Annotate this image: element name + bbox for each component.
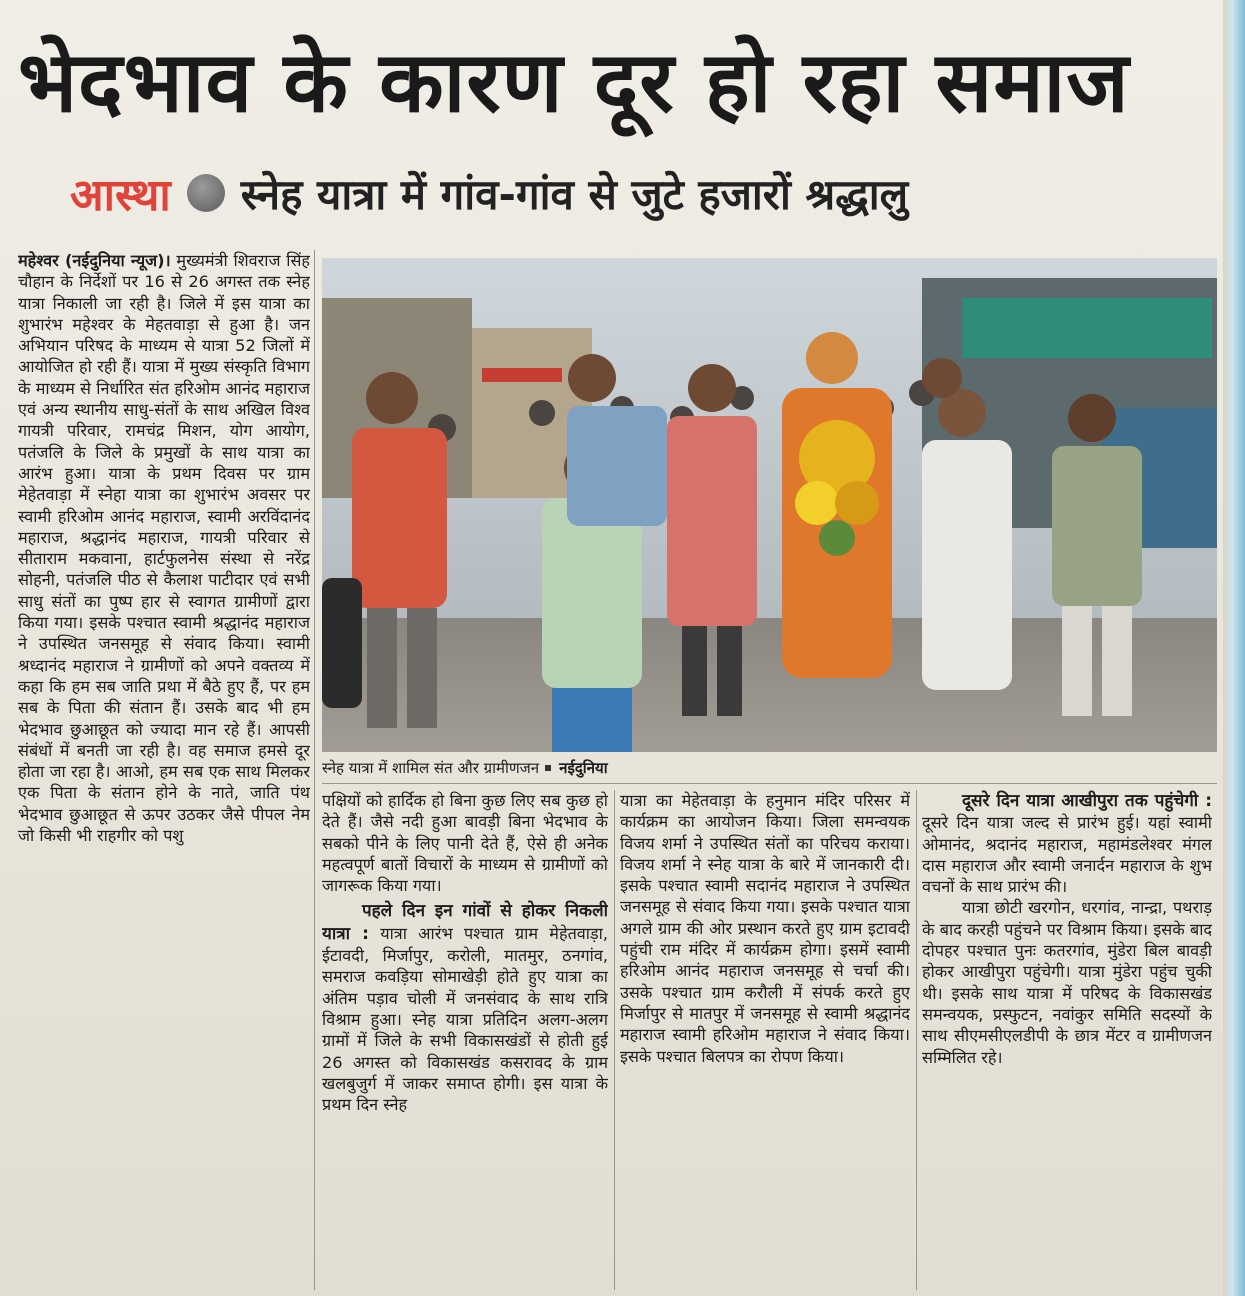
column-3-text: यात्रा का मेहेतवाड़ा के हनुमान मंदिर परिसर में कार्यक्रम का आयोजन किया। जिला समन्वयक विजय शर्मा ने उपस्थित संतों का परिचय कराया। विजय शर्मा ने स्नेह यात्रा के बारे में जानकारी दी। इसके पश्चात स्वामी सदानंद महाराज ने उपस्थित जनसमूह से संवाद किया गया। इसके पश्चात यात्रा अगले ग्राम की ओर प्रस्थान करते हुए ग्राम इटावदी पहुंची राम मंदिर में कार्यक्रम होगा। इसमें स्वामी हरिओम आनंद महाराज जनसमूह से चर्चा की। उसके पश्चात ग्राम करौली में संपर्क करते हुए मिर्जापुर से मातपुर में जनसमूह से स्वामी श्रद्धानंद महाराज स्वामी हरिओम महाराज ने संवाद किया। इसके पश्चात बिलपत्र का रोपण किया। (620, 791, 910, 1066)
caption-rule (322, 783, 1217, 784)
subheadline (70, 158, 1190, 228)
caption-separator-icon (545, 765, 551, 771)
column-divider (314, 250, 315, 1290)
crowd-procession-image (322, 258, 1217, 752)
column-1-text: मुख्यमंत्री शिवराज सिंह चौहान के निर्देशों पर 16 से 26 अगस्त तक स्नेह यात्रा निकाली जा रही है। जिले में इस यात्रा का शुभारंभ महेश्वर के मेहतवाड़ा से हुआ है। जन अभियान परिषद के माध्यम से यात्रा 52 जिलों में आयोजित हो रही हैं। यात्रा में मुख्य संस्कृति विभाग के माध्यम से निर्धारित संत हरिओम आनंद महाराज एवं अन्य स्थानीय साधु-संतों के साथ अखिल विश्व गायत्री परिवार, रामचंद्र मिशन, योग आयोग, पतंजलि के जिले के प्रमुखों के साथ यात्रा का आरंभ हुआ। यात्रा के प्रथम दिवस पर ग्राम मेहेतवाड़ा में स्नेहा यात्रा का शुभारंभ अवसर पर स्वामी हरिओम आनंद महाराज, स्वामी अरविंदानंद महाराज, श्रद्धानंद महाराज, गायत्री परिवार से सीताराम मकवाना, हार्टफुलनेस संस्था से नरेंद्र सोहनी, पतंजलि पीठ से कैलाश पाटीदार एवं सभी साधु संतों का पुष्प हार से स्वागत ग्रामीणों द्वारा किया गया। इसके पश्चात स्वामी श्रद्धानंद महाराज ने उपस्थित जनसमूह से संवाद किया। स्वामी श्रध्दानंद महाराज ने ग्रामीणों को अपने वक्तव्य में कहा कि हम सब जाति प्रथा में बैठे हुए हैं, पर हम सब के पिता की संतान हैं। उसके बाद भी हम भेदभाव छुआछूत को ज्यादा मान रहे हैं। आपसी संबंधों में बनती जा रही है। वह समाज हमसे दूर होता जा रहा है। आओ, हम सब एक साथ मिलकर एक पिता के संतान होने के नाते, जाति पंथ भेदभाव छुआछूत से ऊपर उठकर जैसे पीपल नेम जो किसी भी राहगीर को पशु (18, 251, 310, 846)
column-divider (614, 790, 615, 1290)
column-4-text: दूसरे दिन यात्रा जल्द से प्रारंभ हुई। यहां स्वामी ओमानंद, श्रदानंद महाराज, महामंडलेश्वर मंगल दास महाराज और स्वामी जनार्दन महाराज के शुभ वचनों के साथ प्रारंभ की। (922, 813, 1212, 897)
article-column-2 (322, 790, 608, 1290)
caption-text: स्नेह यात्रा में शामिल संत और ग्रामीणजन (322, 759, 540, 777)
kicker-label: आस्था (70, 170, 171, 221)
column-4-subhead: दूसरे दिन यात्रा आखीपुरा तक पहुंचेगी : (962, 791, 1212, 811)
subtitle: स्नेह यात्रा में गांव-गांव से जुटे हजारों श्रद्धालु (240, 169, 909, 219)
column-2-text-2: यात्रा आरंभ पश्चात ग्राम मेहेतवाड़ा, ईटावदी, मिर्जापुर, करोली, मातमुर, ठनगांव, समराज कवड़िया सोमाखेड़ी होते हुए यात्रा का अंतिम पड़ाव चोली में जनसंवाद के साथ रात्रि विश्राम हुआ। स्नेह यात्रा प्रतिदिन अलग-अलग ग्रामों में जिले के सभी विकासखंडों से होती हुई 26 अगस्त को विकासखंड कसरावद के ग्राम खलबुजुर्ग में जाकर समाप्त होगी। इस यात्रा के प्रथम दिन स्नेह (322, 923, 608, 1115)
dateline: महेश्वर (नईदुनिया न्यूज)। (18, 251, 171, 270)
headline: भेदभाव के कारण दूर हो रहा समाज (18, 33, 1130, 131)
photo-credit: नईदुनिया (559, 759, 608, 777)
bullet-dot-icon (187, 174, 225, 212)
article-column-1 (18, 250, 310, 1290)
column-2-subhead: पहले दिन इन गांवों से होकर निकली यात्रा : (322, 901, 608, 944)
article-column-3 (620, 790, 910, 1290)
news-photo (322, 258, 1217, 752)
column-2-text: पक्षियों को हार्दिक हो बिना कुछ लिए सब कुछ हो देते हैं। जैसे नदी हुआ बावड़ी बिना भेदभाव के सबको पीने के लिए पानी देते हैं, ऐसे ही अनेक महत्वपूर्ण बातों विचारों के माध्यम से ग्रामीणों को जागरूक किया गया। (322, 791, 608, 896)
photo-caption (322, 756, 1217, 780)
column-divider (916, 790, 917, 1290)
column-4-text-2: यात्रा छोटी खरगोन, धरगांव, नान्द्रा, पथराड़ के बाद करही पहुंचने पर विश्राम किया। इसके बाद दोपहर पश्चात पुनः कतरगांव, मुंडेरा बिल बावड़ी होकर आखीपुरा पहुंचेगी। यात्रा मुंडेरा पहुंच चुकी थी। इसके साथ यात्रा में परिषद के विकासखंड समन्वयक, प्रस्फुटन, नवांकुर समिति सदस्यों के साथ सीएमसीएलडीपी के छात्र मेंटर व ग्रामीणजन सम्मिलित रहे। (922, 898, 1212, 1067)
article-column-4 (922, 790, 1212, 1290)
adjacent-page-edge (1223, 0, 1245, 1296)
